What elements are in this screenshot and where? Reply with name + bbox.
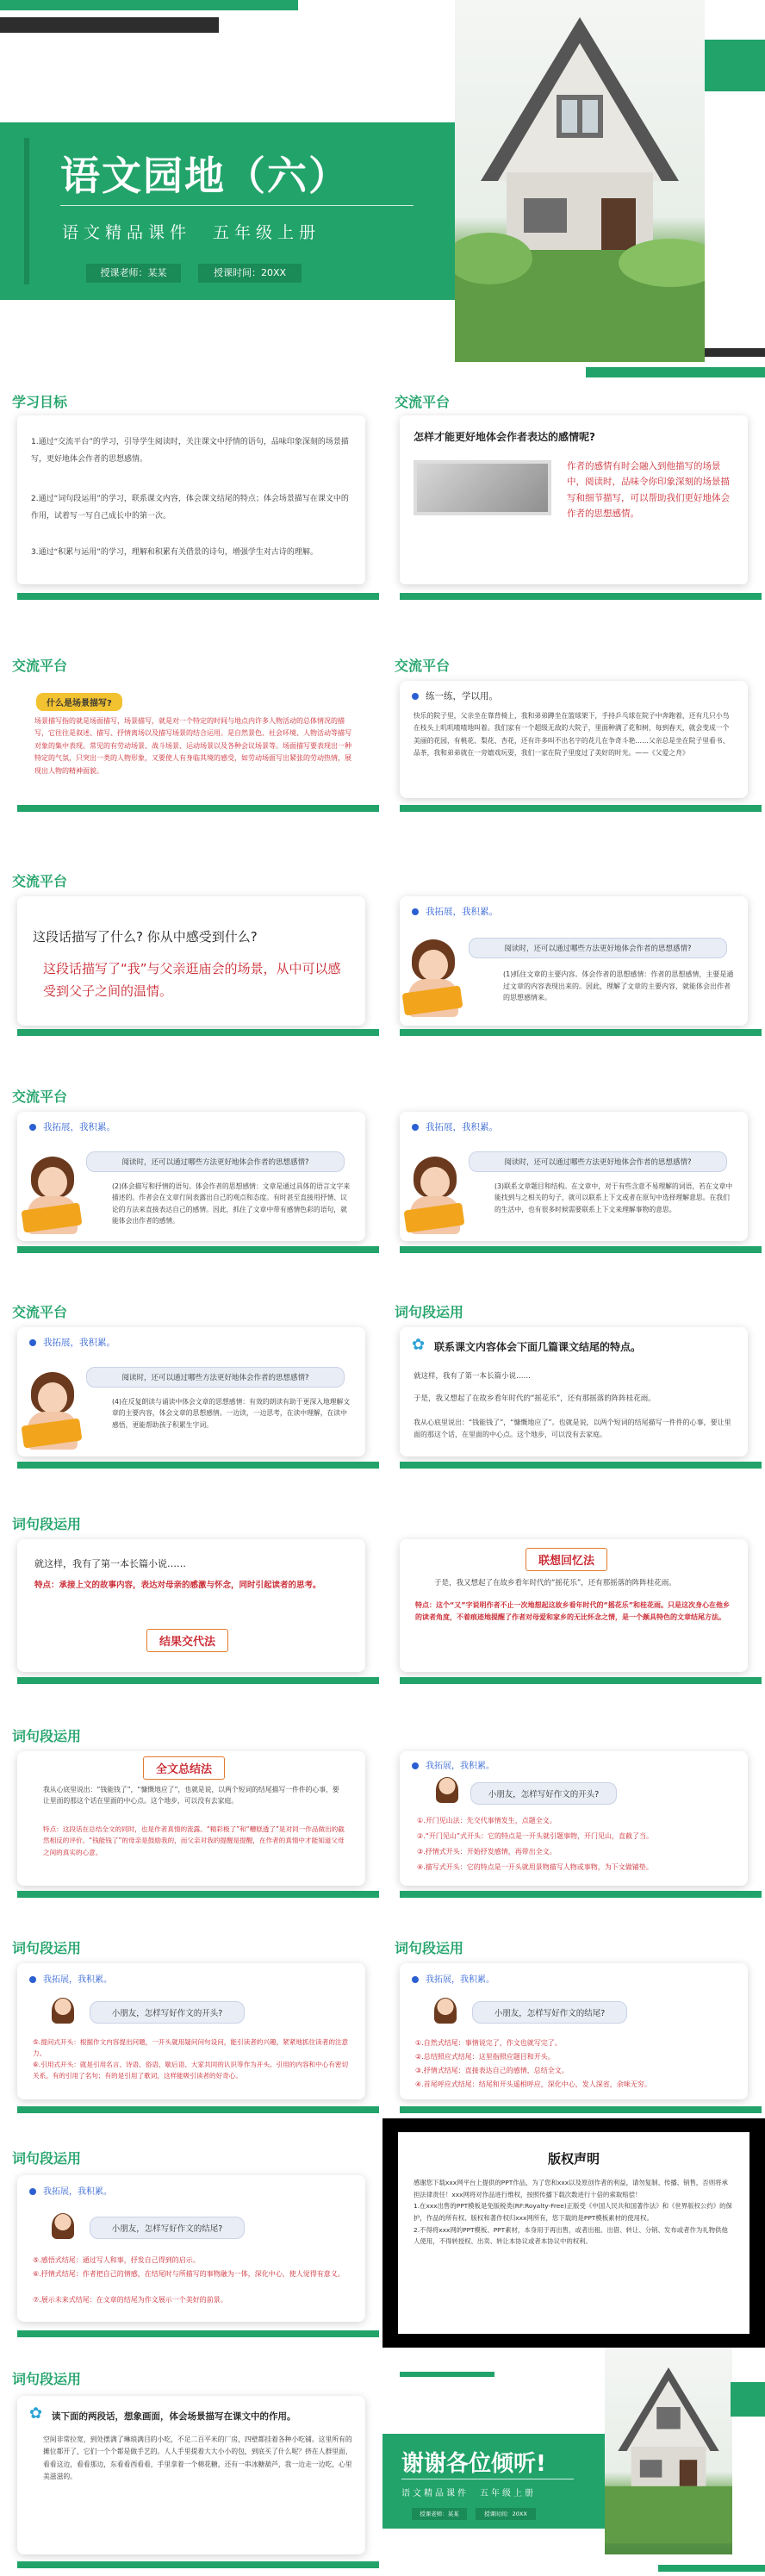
slide-exchange-4 <box>0 817 382 1041</box>
small-girl-avatar <box>52 2213 74 2239</box>
bullet-dot <box>29 2188 36 2195</box>
exchange-card <box>400 415 748 584</box>
question-card <box>17 896 365 1026</box>
slide-exchange-2 <box>0 602 382 817</box>
answer-text: 作者的感情有时会融入到他描写的场景中，阅读时，品味令你印象深刻的场景描写和细节描写，可以帮助我们更好地体会作者的思想感情。 <box>567 461 730 520</box>
slide-copyright <box>382 2118 765 2348</box>
question-text: 怎样才能更好地体会作者表达的感情呢? <box>414 431 595 443</box>
slide-header: 交流平台 <box>395 658 451 674</box>
ending-card <box>400 1963 748 2099</box>
question-pill: 阅读时，还可以通过哪些方法更好地体会作者的思想感情? <box>469 1151 727 1172</box>
bottom-bar <box>17 2106 379 2113</box>
words-p2: 于是，我又想起了在故乡看年时代的“摇花乐”，还有那摇落的阵阵桂花雨。 <box>414 1394 656 1403</box>
reading-girl-image <box>19 1370 86 1455</box>
bottom-bar <box>400 1029 762 1036</box>
slide-header: 交流平台 <box>12 1088 68 1105</box>
words-title: 读下面的两段话，想象画面，体会场景描写在课文中的作用。 <box>52 2411 296 2422</box>
extend-label-text: 我拓展，我积累。 <box>43 2187 112 2197</box>
extend-label-text: 我拓展，我积累。 <box>426 1975 494 1985</box>
extend-label-text: 我拓展，我积累。 <box>426 1762 494 1771</box>
bullet-dot <box>29 1124 36 1131</box>
feature-text: 特点：承接上文的故事内容，表达对母亲的感激与怀念，同时引起读者的思考。 <box>34 1581 321 1590</box>
slide-opening-2 <box>0 1903 382 2118</box>
bottom-bar <box>400 2106 762 2113</box>
copyright-panel <box>398 2132 749 2334</box>
slide-exchange-1 <box>382 384 765 602</box>
slide-method-1 <box>382 817 765 1041</box>
opening-card <box>17 1963 365 2099</box>
slide-ending-1 <box>382 1903 765 2118</box>
time-badge: 授课时间：20XX <box>476 2508 536 2520</box>
ending-item-4: ④.首尾呼应式结尾：结尾和开头遥相呼应，深化中心，发人深省，余味无穷。 <box>415 2080 651 2088</box>
ending-item-3: ③.抒情式结尾：直接表达自己的感情，总结全文。 <box>415 2067 569 2074</box>
feature-text: 特点：这段话在总结全文的同时，也是作者真情的流露。“精彩极了”和“糟糕透了”是对同一作品做出的截然相反的评价。“钱能钱了”的母亲是鼓励我的，而父亲对我的提醒是提醒，在作者的真情中才能知道父母之间的真实的心意。 <box>43 1825 345 1856</box>
opening-item-4: ④.描写式开头：它的特点是一开头就用景物描写人物或事物，为下文做铺垫。 <box>417 1863 653 1871</box>
words-card <box>17 2396 365 2554</box>
question-pill: 小朋友，怎样写好作文的结尾? <box>472 2001 627 2024</box>
slide-words-4 <box>0 1687 382 1903</box>
slide-thanks <box>382 2348 765 2576</box>
bottom-bar <box>400 593 762 600</box>
extend-label <box>412 1120 498 1133</box>
slide-header: 词句段运用 <box>12 2371 82 2387</box>
extend-label-text: 我拓展，我积累。 <box>426 1122 498 1132</box>
extend-label-text: 我拓展，我积累。 <box>43 1975 112 1985</box>
opening-item-1: ①.开门见山法：先交代事情发生，点题全文。 <box>417 1817 557 1824</box>
bottom-bar <box>17 2561 379 2568</box>
method-tag: 联想回忆法 <box>526 1548 607 1571</box>
slide-header: 交流平台 <box>395 394 451 410</box>
cover-left-edge <box>24 138 29 284</box>
flower-icon: ✿ <box>412 1336 426 1354</box>
method-tag: 全文总结法 <box>143 1756 225 1780</box>
practice-card <box>400 681 748 798</box>
small-girl-avatar <box>434 1998 457 2024</box>
extend-label-text: 我拓展，我积累。 <box>43 1338 115 1348</box>
slide-header: 交流平台 <box>12 873 68 889</box>
thanks-subtitle: 语文精品课件 五年级上册 <box>401 2489 536 2498</box>
feature-text: 特点：这个“又”字说明作者不止一次地想起这故乡看年时代的“摇花乐”和桂花雨。只是这次身心在他乡的读者角度，不着痕迹地提醒了作者对母爱和家乡的无比怀念之情，是一个颇具特色的文章结尾方法。 <box>415 1601 731 1621</box>
extend-label-text: 我拓展，我积累。 <box>426 907 498 917</box>
words-body: 空间非常拉宽，到处摆满了琳琅满目的小吃，不足二百平米的厂房，四壁都挂着各种小吃铺。这里所有的摊位都开了，它们一个个都是做手艺的。人人手里提着大大小小的包，到底买了什么呢？挤在人群里面，看看这边，看看那边，东看看西看看，手里拿着一个棉花糖，还有一串冰糖葫芦，我一边走一边吃，心里美滋滋的。 <box>43 2436 352 2481</box>
bottom-green-bar <box>658 2565 765 2572</box>
slide-words-5 <box>0 2348 382 2576</box>
bottom-bar <box>400 1891 762 1898</box>
bottom-green-bar <box>586 367 765 377</box>
method-tag: 结果交代法 <box>146 1629 228 1652</box>
goal-item-1: 1.通过“交流平台”的学习，引导学生阅读时，关注课文中抒情的语句，品味印象深刻的场景描写，更好地体会作者的思想感情。 <box>31 438 349 464</box>
practice-title-text: 练一练，学以用。 <box>426 691 498 702</box>
house-photo <box>605 2348 732 2554</box>
ending-item-7: ⑦.展示未来式结尾：在文章的结尾为作文展示一个美好的前景。 <box>33 2296 227 2304</box>
bullet-dot <box>412 1976 419 1983</box>
method-body: (4)在反复朗读与诵读中体会文章的思想感情：有效的朗读有助于更深入地理解文章的主要内容，体会文章的思想感情。一边读，一边思考，在读中理解，在读中感悟，更能帮助孩子积累生字词。 <box>112 1398 351 1429</box>
words-title: 联系课文内容体会下面几篇课文结尾的特点。 <box>434 1341 642 1353</box>
opening-item-3: ③.抒情式开头：开始抒发感情，再带出全文。 <box>417 1848 557 1856</box>
novel-sentence: 就这样，我有了第一本长篇小说…… <box>34 1558 186 1569</box>
slide-exchange-3 <box>382 602 765 817</box>
bottom-bar <box>400 1677 762 1684</box>
question-pill: 小朋友，怎样写好作文的结尾? <box>90 2217 245 2239</box>
method-body: (1)抓住文章的主要内容。体会作者的思想感情：作者的思想感情，主要是通过文章的内容表现出来的。因此，理解了文章的主要内容，就能体会出作者的思想感情来。 <box>503 970 734 1002</box>
small-girl-avatar <box>436 1777 458 1803</box>
top-right-green <box>705 40 765 91</box>
practice-body: 快乐的院子里，父亲坐在靠背椅上，我和弟弟蹲坐在篮球架下，手持乒乓球在院子中奔跑着，还有几只小鸟在枝头上叽叽喳喳地叫着。我们家有一个超级无敌的大院子，里面种满了花和树，每到春天，就会变成一个美丽的花园，有桃花、梨花、杏花，还有许多叫不出名字的花儿在争奇斗艳……父亲总是坐在院子里看书、品茶，我和弟弟就在一旁嬉戏玩耍，我们一家在院子里度过了美好的时光。——《父爱之舟》 <box>414 712 730 758</box>
bottom-bar <box>17 1246 379 1253</box>
extend-label <box>29 2184 112 2197</box>
slide-words-2 <box>0 1472 382 1687</box>
question-text: 这段话描写了什么? 你从中感受到什么? <box>33 929 258 945</box>
house-photo <box>455 0 705 362</box>
reading-girl-image <box>19 1155 86 1239</box>
top-green-bar <box>0 0 298 10</box>
memory-sentence: 于是，我又想起了在故乡看年时代的“摇花乐”，还有那摇落的阵阵桂花雨。 <box>434 1579 676 1587</box>
words-card <box>400 1327 748 1456</box>
bottom-bar <box>17 805 379 812</box>
copyright-body: 感谢您下载xxx网平台上提供的PPT作品，为了您和xxx以及原创作者的利益，请勿复制、传播、销售，否则将承担法律责任！xxx网将对作品进行维权，按照传播下载次数进行十倍的索取赔偿！ 1.在xxx出售的PPT模板是免版税类(RF:Royalty-Free)正版受《中国人民共和国著作法》和《世界版权公约》的保护，作品的所有权、版权和著作权归xxx网所有，您下载的是PPT模板素材的使用权。 2.不得将xxx网的PPT模板、PPT素材，本身用于再出售，或者出租、出借、转让、分销、发布或者作为礼物供他人使用，不得转授权、出卖、转让本协议或者本协议中的权利。 <box>414 2179 732 2246</box>
extend-label <box>412 1972 494 1985</box>
bullet-dot <box>29 1339 36 1346</box>
question-pill: 阅读时，还可以通过哪些方法更好地体会作者的思想感情? <box>469 938 727 958</box>
method-body: (3)联系文章题目和结构。在文章中，对于有些含意不易理解的词语，若在文章中能找到与之相关的句子，就可以联系上下文或者在原句中选择理解意思。在我们的生活中，也有很多时候需要联系上下文来理解事物的意思。 <box>494 1182 733 1213</box>
ending-item-5: ⑤.感悟式结尾：通过写人和事，抒发自己得到的启示。 <box>33 2256 200 2264</box>
slide-header: 词句段运用 <box>12 1728 82 1744</box>
slide-header: 词句段运用 <box>395 1304 464 1320</box>
bottom-dark-bar <box>705 348 765 357</box>
ending-item-2: ②.总结照应式结尾：这里指照应题目和开头。 <box>415 2053 555 2061</box>
cover-subtitle: 语文精品课件 五年级上册 <box>62 223 321 242</box>
slide-header: 词句段运用 <box>12 2150 82 2167</box>
bullet-dot <box>412 908 419 915</box>
opening-card <box>400 1751 748 1886</box>
slide-ending-2 <box>0 2118 382 2348</box>
bottom-bar <box>400 805 762 812</box>
method-body: (2)体会描写和抒情的语句。体会作者的思想感情：文章是通过具体的语言文字来描述的。作者会在文章行间表露出自己的观点和态度。有时甚至直接用抒情、议论的方法来直接表达自己的感情。因此，抓住了文章中带有感情色彩的语句，就能体会出作者的感情。 <box>112 1182 351 1225</box>
goal-item-3: 3.通过“积累与运用”的学习，理解和积累有关借景的诗句，增强学生对古诗的理解。 <box>31 548 318 557</box>
extend-label <box>29 1972 112 1985</box>
slide-method-2 <box>0 1041 382 1257</box>
bottom-bar <box>17 2330 379 2337</box>
words-p3: 我从心底里说出：“钱能钱了”，“慷慨地应了”。也就是说，以两个短词的结尾描写一件件的心事，要让里面的那这个话，在里面的中心点。这个地步，可以没有去家庭。 <box>414 1419 731 1438</box>
extend-label <box>412 1758 494 1771</box>
slide-words-3 <box>382 1472 765 1687</box>
ending-item-1: ①.自然式结尾：事情说完了，作文也就写完了。 <box>415 2039 562 2047</box>
words-p1: 就这样，我有了第一本长篇小说…… <box>414 1372 532 1381</box>
extend-label <box>29 1336 115 1349</box>
small-girl-avatar <box>52 1998 74 2024</box>
slide-cover <box>0 0 765 377</box>
bottom-bar <box>17 593 379 600</box>
question-pill: 阅读时，还可以通过哪些方法更好地体会作者的思想感情? <box>86 1151 345 1172</box>
top-green-bar <box>400 2372 494 2377</box>
slide-header: 交流平台 <box>12 658 68 674</box>
bottom-bar <box>17 1462 379 1469</box>
summary-sentence: 我从心底里说出：“钱能钱了”，“慷慨地应了”，也就是说，以两个短词的结尾描写一件件的心事，要让里面的那这个话在里面的中心点。这个地步，可以没有去家庭。 <box>43 1786 339 1806</box>
bottom-bar <box>400 1462 762 1469</box>
flower-icon: ✿ <box>29 2404 43 2423</box>
extend-label <box>412 905 498 918</box>
opening-item-6: ⑥.引用式开头：就是引用名言、诗语、俗语、歇后语、大家共同的认识等作为开头。引用的内容和中心有密切关系。有的引用了名句；有的是引用了歌词，这样能吸引读者的好奇心。 <box>33 2061 349 2080</box>
bottom-bar <box>17 1891 379 1898</box>
right-green-block <box>731 2382 765 2417</box>
bottom-bar <box>17 1677 379 1684</box>
ending-item-6: ⑥.抒情式结尾：作者把自己的情感，在结尾时与所描写的事物融为一体，深化中心，使人觉得有意义。 <box>33 2270 345 2278</box>
thanks-title: 谢谢各位倾听! <box>401 2451 546 2477</box>
words-card <box>17 1539 365 1672</box>
slide-header: 词句段运用 <box>395 1940 464 1956</box>
extend-label-text: 我拓展，我积累。 <box>43 1122 115 1132</box>
goal-item-2: 2.通过“词句段运用”的学习，联系课文内容，体会课文结尾的特点；体会场景描写在课文中的作用，试着写一写自己成长中的第一次。 <box>31 495 349 521</box>
copyright-title: 版权声明 <box>547 2151 600 2167</box>
extend-label <box>29 1120 115 1133</box>
bottom-bar <box>400 1246 762 1253</box>
goals-card <box>17 415 365 584</box>
question-pill: 小朋友，怎样写好作文的开头? <box>470 1782 617 1805</box>
opening-item-5: ⑤.提问式开头：根据作文内容提出问题，一开头就用疑问问句设问，能引读者的兴趣，紧紧地抓住读者的注意力。 <box>33 2038 349 2057</box>
slide-opening-1 <box>382 1687 765 1903</box>
bullet-dot <box>412 1762 419 1769</box>
title-underline <box>60 205 414 206</box>
book-photo <box>414 460 551 515</box>
top-dark-bar <box>0 17 219 33</box>
slide-header: 学习目标 <box>12 394 68 410</box>
reading-girl-image <box>401 1155 469 1239</box>
practice-title <box>412 689 498 702</box>
slide-method-4 <box>0 1257 382 1472</box>
reading-girl-image <box>400 938 467 1022</box>
opening-item-2: ②.“开门见山”式开头：它的特点是一开头就引题事物，开门见山，直截了当。 <box>417 1832 654 1840</box>
answer-text: 这段话描写了“我”与父亲逛庙会的场景，从中可以感受到父子之间的温情。 <box>43 961 341 999</box>
slide-words-1 <box>382 1257 765 1472</box>
question-pill: 小朋友，怎样写好作文的开头? <box>90 2001 245 2024</box>
bullet-dot <box>29 1976 36 1983</box>
scene-body: 场景描写指的就是场面描写，场景描写，就是对一个特定的时间与地点内许多人物活动的总体情况的描写，它往往是叙述、描写、抒情离场以及描写场景的结合运用。是自然景色、社会环境、人物活动等描写对象的集中表现。常见的有劳动场景、战斗场景、运动场景以及各种会议场景等。场面描写要表现出一种特定的气氛，只突出一类的人物形象，又要使人有身临其境的感受，如劳动场面写出紧张的劳动热情，展现出人物的精神面貌。 <box>34 717 351 775</box>
slide-header: 交流平台 <box>12 1304 68 1320</box>
slide-header: 词句段运用 <box>12 1516 82 1532</box>
words-card <box>17 1751 365 1886</box>
time-badge: 授课时间：20XX <box>198 264 302 283</box>
words-card <box>400 1539 748 1672</box>
slide-learning-goals <box>0 384 382 602</box>
teacher-badge: 授课老师：某某 <box>86 264 181 283</box>
bullet-dot <box>412 1124 419 1131</box>
page-title: 语文园地（六） <box>60 153 350 199</box>
slide-method-3 <box>382 1041 765 1257</box>
ending-card <box>17 2175 365 2322</box>
scene-label: 什么是场景描写? <box>36 693 122 711</box>
teacher-badge: 授课老师：某某 <box>412 2508 467 2520</box>
bottom-bar <box>17 1029 379 1036</box>
slide-header: 词句段运用 <box>12 1940 82 1956</box>
question-pill: 阅读时，还可以通过哪些方法更好地体会作者的思想感情? <box>86 1367 345 1388</box>
bullet-dot <box>412 693 419 700</box>
